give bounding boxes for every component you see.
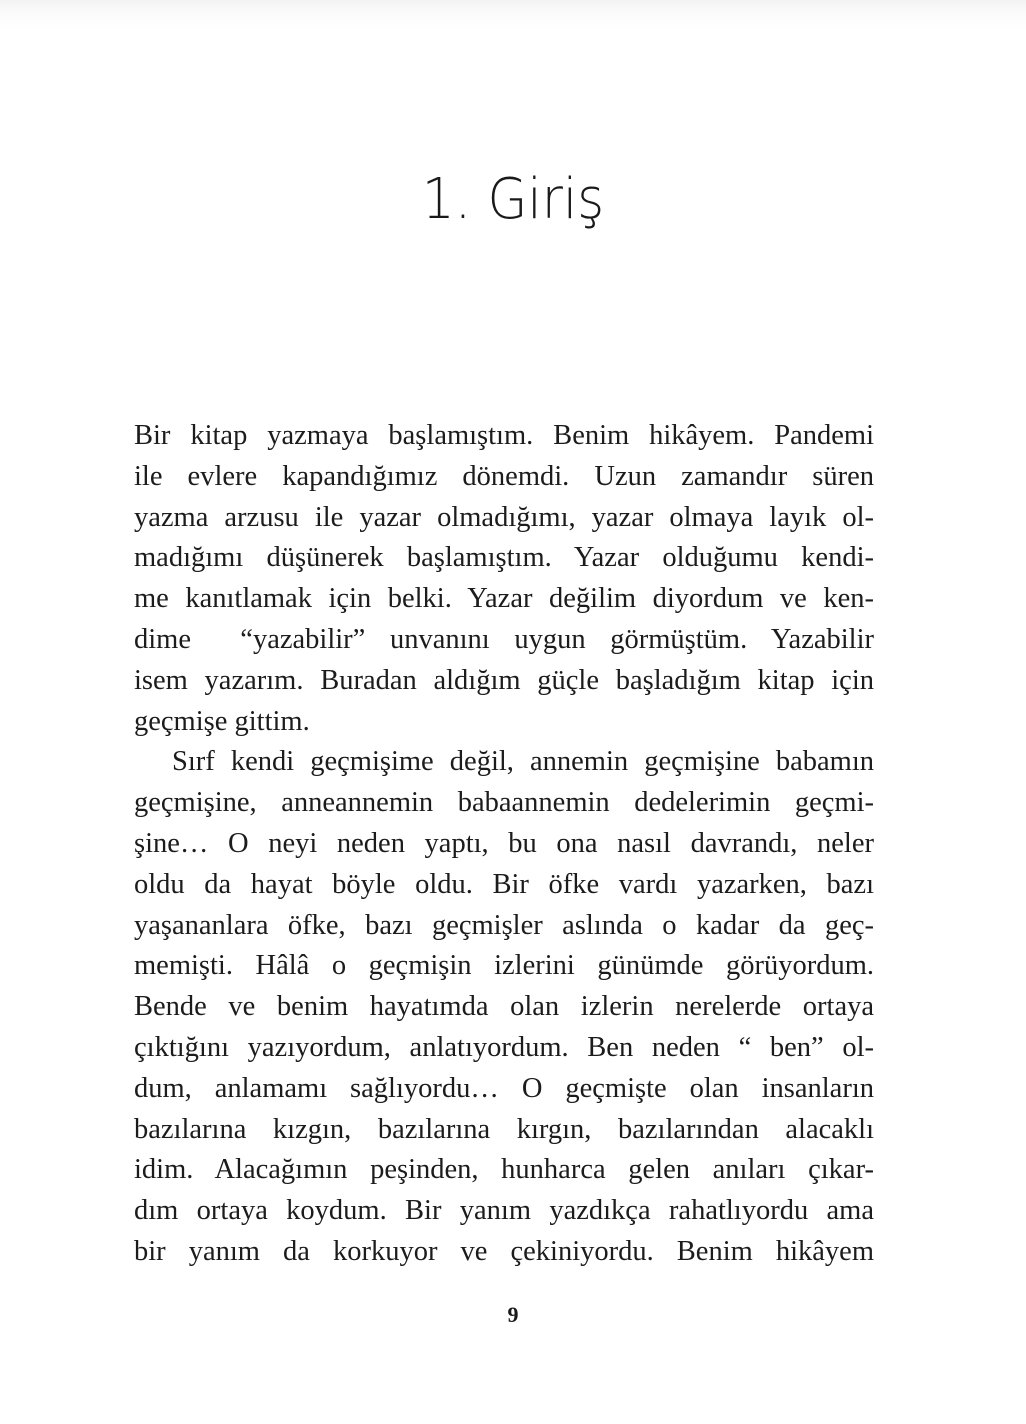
paragraph-1 — [134, 416, 874, 742]
text-line: dime “yazabilir” unvanını uygun görmüştüm. Yazabilir — [134, 623, 874, 655]
text-line: çıktığını yazıyordum, anlatıyordum. Ben neden “ ben” ol- — [134, 1031, 874, 1063]
chapter-title: 1. Giriş — [421, 167, 605, 232]
text-line: Sırf kendi geçmişime değil, annemin geçmişine babamın — [172, 746, 874, 778]
text-line: geçmişine, anneannemin babaannemin dedelerimin geçmi- — [134, 787, 874, 819]
page-number: 9 — [507, 1302, 519, 1327]
page-top-shadow — [0, 0, 1026, 30]
text-line: yaşananlara öfke, bazı geçmişler aslında o kadar da geç- — [134, 909, 874, 941]
text-line: Bir kitap yazmaya başlamıştım. Benim hikâyem. Pandemi — [134, 420, 874, 451]
text-line: me kanıtlamak için belki. Yazar değilim diyordum ve ken- — [134, 583, 874, 615]
text-line: ile evlere kapandığımız dönemdi. Uzun zamandır süren — [134, 460, 874, 492]
text-line: dım ortaya koydum. Bir yanım yazdıkça rahatlıyordu ama — [134, 1195, 874, 1227]
text-line: oldu da hayat böyle oldu. Bir öfke vardı yazarken, bazı — [134, 868, 874, 900]
text-line: isem yazarım. Buradan aldığım güçle başladığım kitap için — [134, 664, 874, 696]
text-line: idim. Alacağımın peşinden, hunharca gelen anıları çıkar- — [134, 1154, 874, 1186]
text-line: Bende ve benim hayatımda olan izlerin nerelerde ortaya — [134, 991, 874, 1023]
paragraph-2 — [134, 742, 874, 1272]
text-line: dum, anlamamı sağlıyordu… O geçmişte olan insanların — [134, 1072, 874, 1104]
text-line: bazılarına kızgın, bazılarına kırgın, bazılarından alacaklı — [134, 1113, 874, 1145]
body-text — [134, 416, 874, 1273]
text-line: yazma arzusu ile yazar olmadığımı, yazar olmaya layık ol- — [134, 501, 874, 533]
text-line: madığımı düşünerek başlamıştım. Yazar olduğumu kendi- — [134, 542, 874, 574]
text-line: bir yanım da korkuyor ve çekiniyordu. Benim hikâyem — [134, 1235, 874, 1267]
text-line: memişti. Hâlâ o geçmişin izlerini günümde görüyordum. — [134, 950, 874, 982]
text-line: şine… O neyi neden yaptı, bu ona nasıl davrandı, neler — [134, 827, 874, 859]
text-line: geçmişe gittim. — [134, 705, 310, 737]
